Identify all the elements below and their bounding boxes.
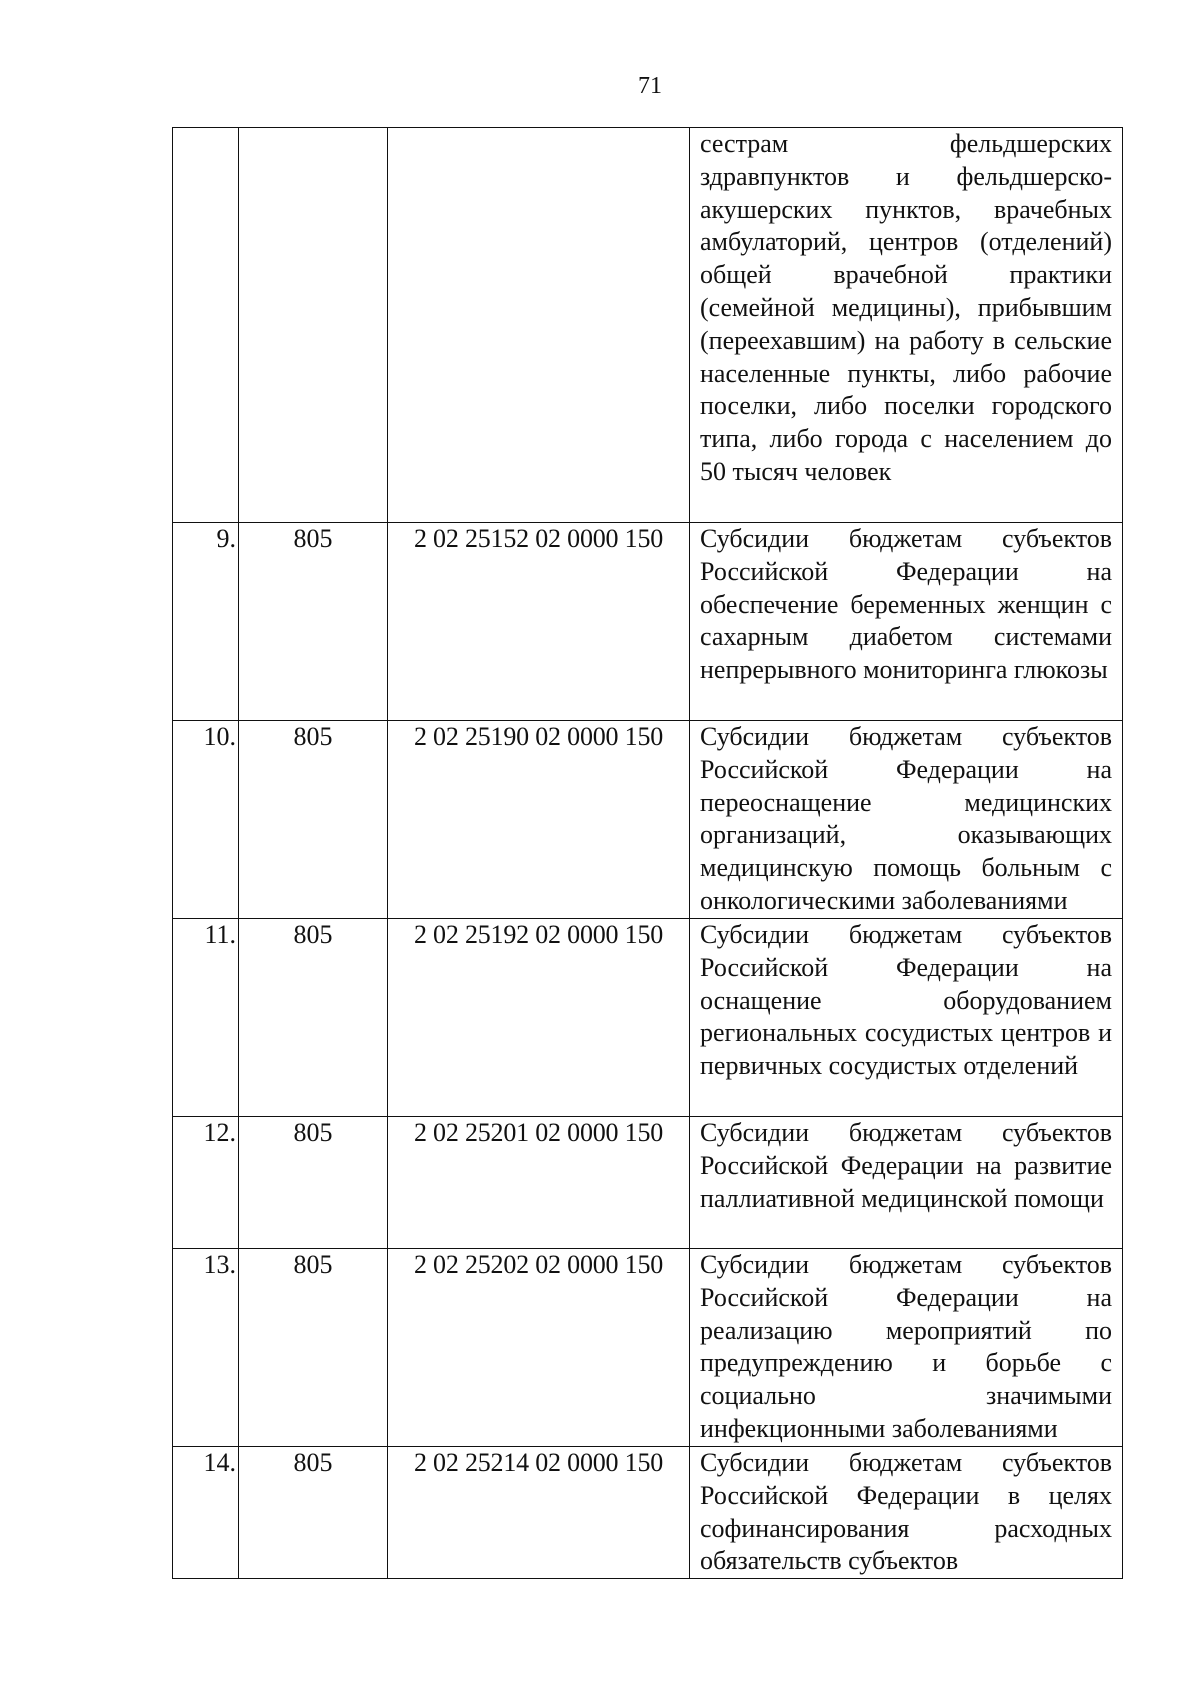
description-cell: Субсидии бюджетам субъектов Российской Федерации на развитие паллиативной медицинской помощи xyxy=(690,1117,1123,1249)
description-cell: Субсидии бюджетам субъектов Российской Федерации на оснащение оборудованием региональных сосудистых центров и первичных сосудистых отделений xyxy=(690,919,1123,1117)
description-cell: сестрам фельдшерских здравпунктов и фельдшерско-акушерских пунктов, врачебных амбулаторий, центров (отделений) общей врачебной практики (семейной медицины), прибывшим (переехавшим) на работу в сельские населенные пункты, либо рабочие поселки, либо поселки городского типа, либо города с населением до 50 тысяч человек xyxy=(690,128,1123,523)
row-number-cell: 12. xyxy=(173,1117,239,1249)
page-number: 71 xyxy=(638,73,662,99)
description-cell: Субсидии бюджетам субъектов Российской Федерации в целях софинансирования расходных обязательств субъектов xyxy=(690,1447,1123,1579)
budget-codes-table xyxy=(172,127,1123,1579)
admin-code-cell: 805 xyxy=(239,721,388,919)
table-row xyxy=(173,721,1123,919)
budget-classification-code-cell xyxy=(388,128,690,523)
row-number-cell: 10. xyxy=(173,721,239,919)
admin-code-cell: 805 xyxy=(239,919,388,1117)
description-cell: Субсидии бюджетам субъектов Российской Федерации на реализацию мероприятий по предупреждению и борьбе с социально значимыми инфекционными заболеваниями xyxy=(690,1249,1123,1447)
table-row xyxy=(173,919,1123,1117)
table-row xyxy=(173,128,1123,523)
row-number-cell: 11. xyxy=(173,919,239,1117)
table-row xyxy=(173,1447,1123,1579)
row-number-cell: 9. xyxy=(173,523,239,721)
budget-classification-code-cell: 2 02 25192 02 0000 150 xyxy=(388,919,690,1117)
description-cell: Субсидии бюджетам субъектов Российской Федерации на обеспечение беременных женщин с сахарным диабетом системами непрерывного мониторинга глюкозы xyxy=(690,523,1123,721)
description-cell: Субсидии бюджетам субъектов Российской Федерации на переоснащение медицинских организаций, оказывающих медицинскую помощь больным с онкологическими заболеваниями xyxy=(690,721,1123,919)
budget-classification-code-cell: 2 02 25214 02 0000 150 xyxy=(388,1447,690,1579)
table-row xyxy=(173,523,1123,721)
admin-code-cell xyxy=(239,128,388,523)
budget-classification-code-cell: 2 02 25201 02 0000 150 xyxy=(388,1117,690,1249)
row-number-cell xyxy=(173,128,239,523)
table-row xyxy=(173,1117,1123,1249)
table-row xyxy=(173,1249,1123,1447)
row-number-cell: 13. xyxy=(173,1249,239,1447)
admin-code-cell: 805 xyxy=(239,1117,388,1249)
budget-classification-code-cell: 2 02 25190 02 0000 150 xyxy=(388,721,690,919)
budget-classification-code-cell: 2 02 25202 02 0000 150 xyxy=(388,1249,690,1447)
row-number-cell: 14. xyxy=(173,1447,239,1579)
admin-code-cell: 805 xyxy=(239,523,388,721)
admin-code-cell: 805 xyxy=(239,1447,388,1579)
admin-code-cell: 805 xyxy=(239,1249,388,1447)
budget-classification-code-cell: 2 02 25152 02 0000 150 xyxy=(388,523,690,721)
